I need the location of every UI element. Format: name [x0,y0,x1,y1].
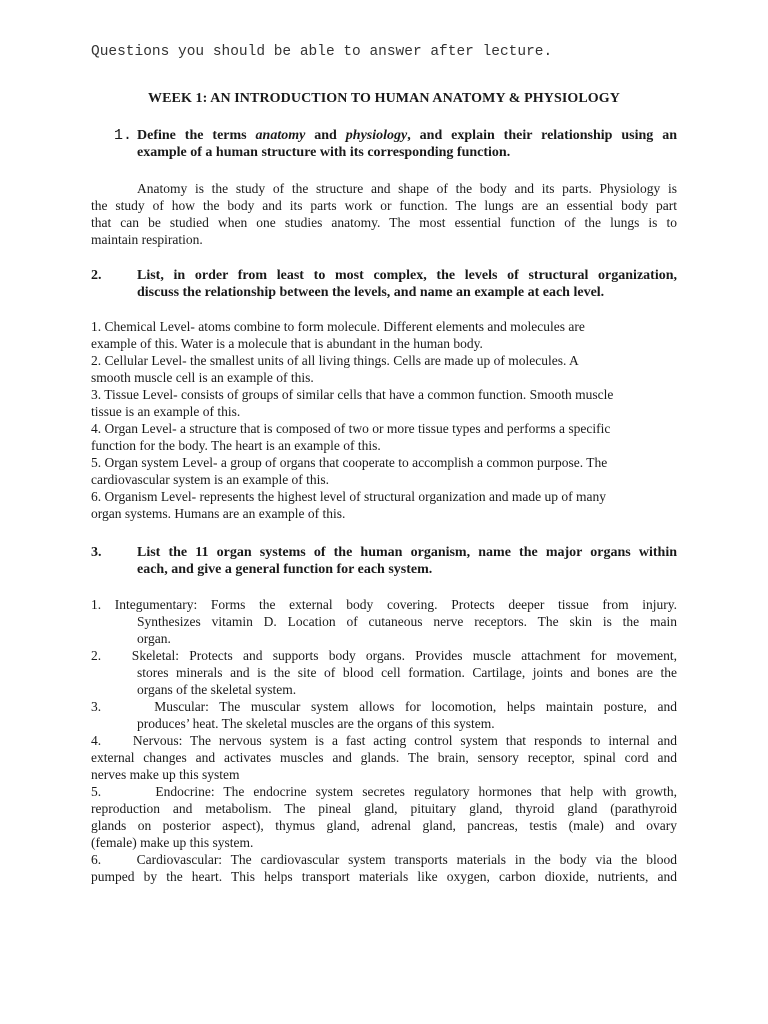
answer-1 [91,180,677,248]
answer-line: organ. [137,631,171,646]
question-line: List the 11 organ systems of the human organism, name the major organs within [137,545,677,560]
answer-line: pumped by the heart. This helps transport materials like oxygen, carbon dioxide, nutrients, and [91,869,677,884]
question-line: each, and give a general function for each system. [137,562,433,577]
question-number: 3. [91,545,102,560]
answer-line: 4. Nervous: The nervous system is a fast acting control system that responds to internal and [91,733,677,748]
question-line: example of a human structure with its corresponding function. [137,145,511,160]
answer-line: external changes and activates muscles and glands. The brain, sensory receptor, spinal cord and [91,750,677,765]
question-line: discuss the relationship between the levels, and name an example at each level. [137,285,605,300]
answer-line: 1. Chemical Level- atoms combine to form molecule. Different elements and molecules are [91,319,585,334]
answer-line: 5. Endocrine: The endocrine system secretes regulatory hormones that help with growth, [91,784,677,799]
week-title: WEEK 1: AN INTRODUCTION TO HUMAN ANATOMY & PHYSIOLOGY [147,91,620,106]
answer-line: glands on posterior aspect), thymus gland, adrenal gland, pancreas, testis (male) and ovary [91,818,677,833]
answer-line: Synthesizes vitamin D. Location of cutaneous nerve receptors. The skin is the main [137,614,677,629]
answer-line: 2. Skeletal: Protects and supports body organs. Provides muscle attachment for movement, [91,648,677,663]
answer-line: 3. Tissue Level- consists of groups of similar cells that have a common function. Smooth muscle [91,387,614,402]
question-line: Define the terms anatomy and physiology, and explain their relationship using an [137,128,677,143]
answer-line: function for the body. The heart is an example of this. [91,438,381,453]
answer-line: cardiovascular system is an example of this. [91,472,330,487]
term-physiology: physiology [345,128,408,143]
answer-line: 2. Cellular Level- the smallest units of all living things. Cells are made up of molecules. A [91,353,579,368]
answer-line: the study of how the body and its parts work or function. The lungs are an essential body part [91,198,677,213]
answer-line: 4. Organ Level- a structure that is composed of two or more tissue types and performs a specific [91,421,611,436]
answer-line: nerves make up this system [91,767,240,782]
question-line: List, in order from least to most complex, the levels of structural organization, [137,268,677,283]
answer-line: smooth muscle cell is an example of this. [91,370,314,385]
answer-line: 6. Cardiovascular: The cardiovascular system transports materials in the body via the blood [91,852,677,867]
answer-2 [91,318,677,522]
answer-line: organs of the skeletal system. [137,682,297,697]
answer-line: example of this. Water is a molecule that is abundant in the human body. [91,336,483,351]
answer-line: (female) make up this system. [91,835,254,850]
answer-line: produces’ heat. The skeletal muscles are the organs of this system. [137,716,495,731]
answer-line: organ systems. Humans are an example of this. [91,506,346,521]
answer-line: stores minerals and is the site of blood cell formation. Cartilage, joints and bones are the [137,665,677,680]
answer-line: that can be studied when one studies anatomy. The most essential function of the lungs is to [91,215,677,230]
term-anatomy: anatomy [255,128,306,143]
answer-3 [91,596,677,885]
answer-line: 3. Muscular: The muscular system allows for locomotion, helps maintain posture, and [91,699,677,714]
answer-line: 1. Integumentary: Forms the external body covering. Protects deeper tissue from injury. [91,597,677,612]
answer-line: 6. Organism Level- represents the highest level of structural organization and made up of many [91,489,606,504]
answer-line: Anatomy is the study of the structure and shape of the body and its parts. Physiology is [137,181,677,196]
header-note: Questions you should be able to answer after lecture. [91,44,553,60]
answer-line: tissue is an example of this. [91,404,241,419]
answer-line: 5. Organ system Level- a group of organs that cooperate to accomplish a common purpose. The [91,455,608,470]
answer-line: reproduction and metabolism. The pineal gland, pituitary gland, thyroid gland (parathyroid [91,801,677,816]
question-number: 1. [114,127,133,144]
answer-line: maintain respiration. [91,232,203,247]
question-number: 2. [91,268,102,283]
